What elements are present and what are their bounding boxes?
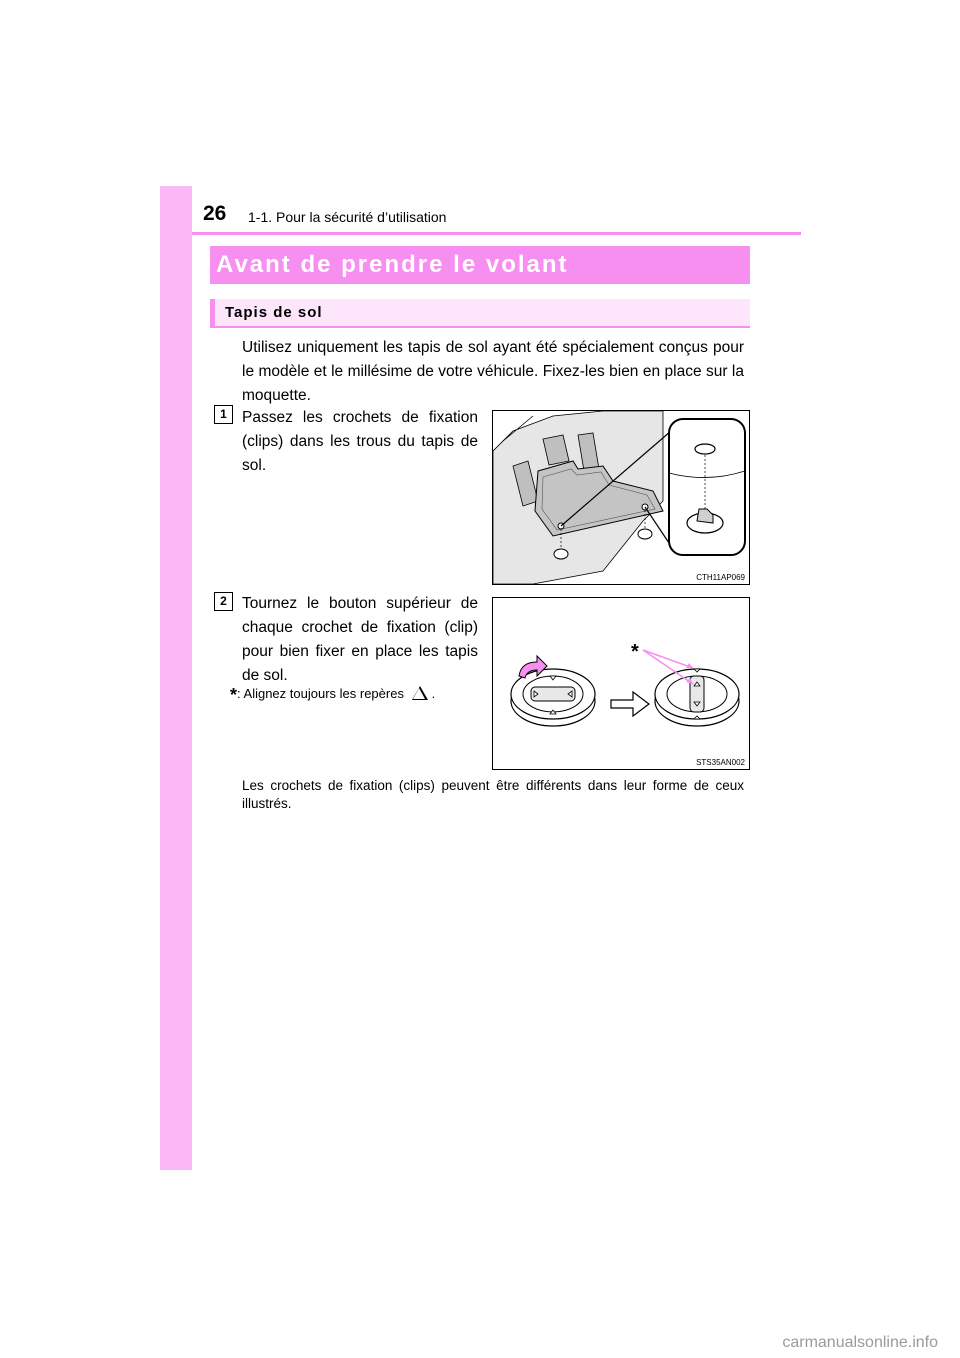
clip-rotation-illustration — [493, 598, 749, 769]
figure-turn-clip-knob — [492, 597, 750, 770]
step-number-1: 1 — [214, 405, 233, 424]
figure-1-code: CTH11AP069 — [696, 573, 745, 582]
watermark: carmanualsonline.info — [782, 1334, 938, 1351]
note-align-markers — [230, 685, 435, 706]
step-2-text: Tournez le bouton supérieur de chaque crochet de fixation (clip) pour bien fixer en place les tapis de sol. — [242, 595, 478, 684]
header-rule — [192, 232, 801, 235]
chapter-sidebar-tab — [160, 186, 192, 1170]
intro-paragraph: Utilisez uniquement les tapis de sol ayant été spécialement conçus pour le modèle et le millésime de votre véhicule. Fixez-les bien en place sur la moquette. — [242, 339, 744, 404]
subsection-title: Tapis de sol — [225, 304, 323, 321]
subsection-accent — [210, 299, 215, 327]
note-marker: * — [230, 685, 238, 705]
floor-mat-illustration — [493, 411, 749, 584]
figure-2-code: STS35AN002 — [696, 758, 745, 767]
step-1-text: Passez les crochets de fixation (clips) dans les trous du tapis de sol. — [242, 409, 478, 474]
section-title-bar — [210, 246, 750, 284]
footnote: Les crochets de fixation (clips) peuvent être différents dans leur forme de ceux illustrés. — [242, 778, 744, 811]
note-text-end: . — [431, 686, 436, 701]
chapter-title: 1-1. Pour la sécurité d’utilisation — [248, 209, 447, 225]
subsection-bar — [210, 299, 750, 327]
note-text: : Alignez toujours les repères — [237, 686, 404, 701]
subsection-underline — [210, 326, 750, 328]
figure-asterisk-marker: * — [631, 641, 639, 663]
step-number-2: 2 — [214, 592, 233, 611]
page-number: 26 — [203, 202, 227, 225]
triangle-marker-icon — [412, 686, 428, 700]
figure-floor-mat-hooks — [492, 410, 750, 585]
section-title: Avant de prendre le volant — [216, 251, 569, 278]
